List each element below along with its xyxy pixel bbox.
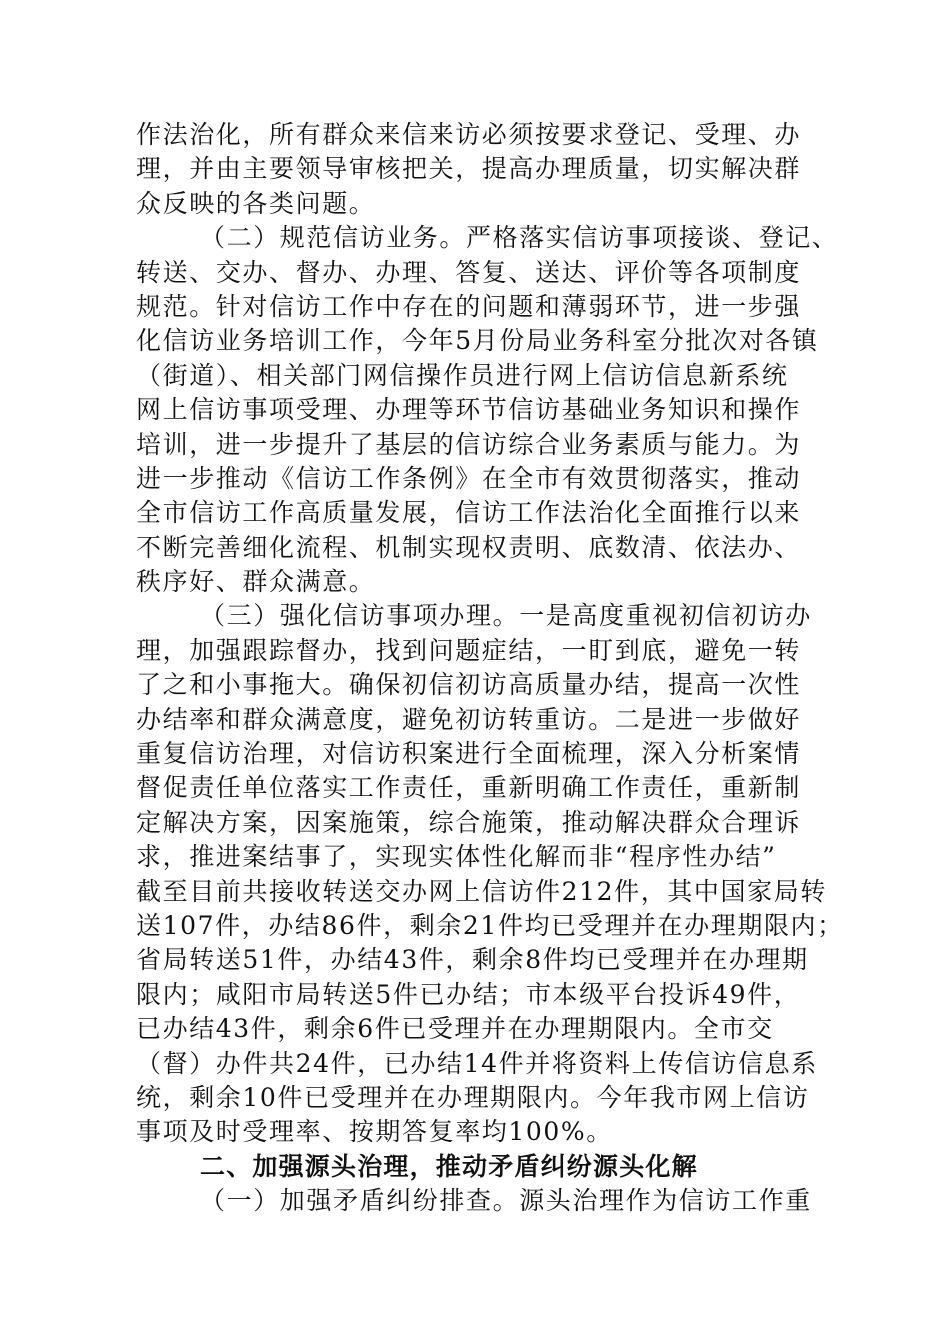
document-body xyxy=(136,118,844,1219)
text-line: 转送、交办、督办、办理、答复、送达、评价等各项制度 xyxy=(136,257,802,287)
text-line: （督）办件共24件，已办结14件并将资料上传信访信息系 xyxy=(136,1048,818,1078)
text-line: 省局转送51件，办结43件，剩余8件均已受理并在办理期 xyxy=(136,945,809,975)
text-line: 不断完善细化流程、机制实现权责明、底数清、依法办、 xyxy=(136,532,802,562)
text-line: 送107件，办结86件，剩余21件均已受理并在办理期限内； xyxy=(136,910,844,940)
text-line: 了之和小事拖大。确保初信初访高质量办结，提高一次性 xyxy=(136,670,802,700)
text-line: （街道）、相关部门网信操作员进行网上信访信息新系统 xyxy=(136,360,789,390)
text-line: 全市信访工作高质量发展，信访工作法治化全面推行以来 xyxy=(136,498,802,528)
text-line: 已办结43件，剩余6件已受理并在办理期限内。全市交 xyxy=(136,1014,774,1044)
text-line: 办结率和群众满意度，避免初访转重访。二是进一步做好 xyxy=(136,704,802,734)
text-line: 督促责任单位落实工作责任，重新明确工作责任，重新制 xyxy=(136,773,802,803)
section-heading-line: （三）强化信访事项办理。一是高度重视初信初访办 xyxy=(200,601,812,631)
text-line: 秩序好、群众满意。 xyxy=(136,567,376,597)
text-line: 截至目前共接收转送交办网上信访件212件，其中国家局转 xyxy=(136,876,827,906)
text-line: 化信访业务培训工作，今年5月份局业务科室分批次对各镇 xyxy=(136,326,819,356)
text-line: 进一步推动《信访工作条例》在全市有效贯彻落实，推动 xyxy=(136,463,802,493)
text-line: 重复信访治理，对信访积案进行全面梳理，深入分析案情 xyxy=(136,739,802,769)
text-line: 理，加强跟踪督办，找到问题症结，一盯到底，避免一转 xyxy=(136,635,802,665)
text-line: 网上信访事项受理、办理等环节信访基础业务知识和操作 xyxy=(136,395,802,425)
text-line: 求，推进案结事了，实现实体性化解而非“程序性办结” xyxy=(136,842,777,872)
text-line: 统，剩余10件已受理并在办理期限内。今年我市网上信访 xyxy=(136,1082,810,1112)
text-line: 培训，进一步提升了基层的信访综合业务素质与能力。为 xyxy=(136,429,802,459)
text-line: 众反映的各类问题。 xyxy=(136,188,376,218)
text-line: 限内；咸阳市局转送5件已办结；市本级平台投诉49件， xyxy=(136,979,801,1009)
section-heading-line: （二）规范信访业务。严格落实信访事项接谈、登记、 xyxy=(200,223,839,253)
text-line: 规范。针对信访工作中存在的问题和薄弱环节，进一步强 xyxy=(136,291,802,321)
text-line: 作法治化，所有群众来信来访必须按要求登记、受理、办 xyxy=(136,120,802,149)
text-line: 理，并由主要领导审核把关，提高办理质量，切实解决群 xyxy=(136,154,802,184)
text-line: 定解决方案，因案施策，综合施策，推动解决群众合理诉 xyxy=(136,807,802,837)
text-line: 事项及时受理率、按期答复率均100%。 xyxy=(136,1117,613,1147)
section-heading-line: （一）加强矛盾纠纷排查。源头治理作为信访工作重 xyxy=(200,1186,812,1216)
section-title: 二、加强源头治理，推动矛盾纠纷源头化解 xyxy=(200,1151,698,1181)
